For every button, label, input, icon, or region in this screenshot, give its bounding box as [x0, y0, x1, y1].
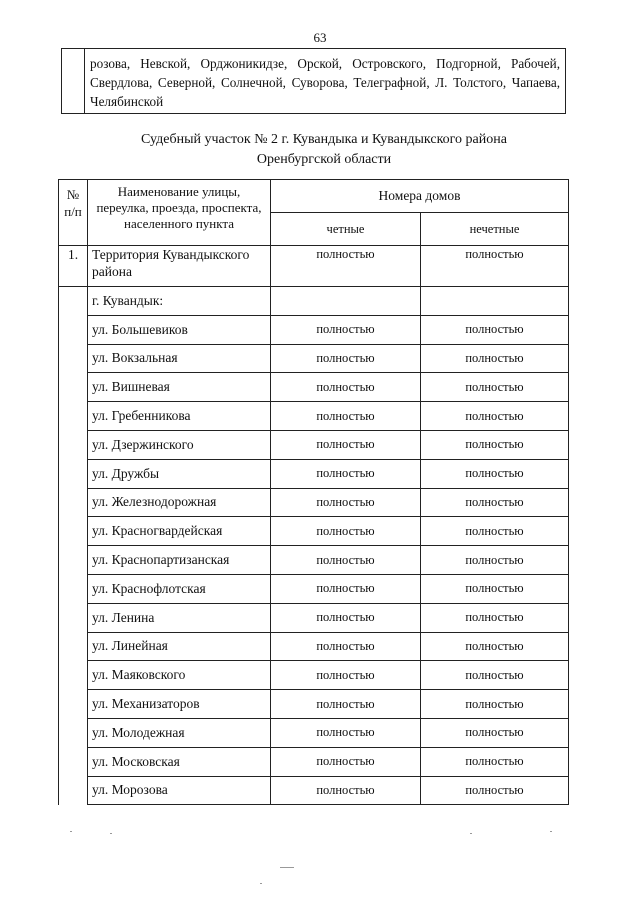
section-title [60, 130, 588, 170]
street-name: ул. Большевиков [88, 315, 271, 344]
street-name: ул. Линейная [88, 632, 271, 661]
street-odd: полностью [421, 517, 569, 546]
table-row [59, 718, 569, 747]
city-label: г. Кувандык: [88, 287, 271, 316]
street-even: полностью [271, 603, 421, 632]
table-body [59, 246, 569, 805]
street-odd: полностью [421, 430, 569, 459]
table-row [59, 574, 569, 603]
street-name: ул. Краснопартизанская [88, 546, 271, 575]
street-odd: полностью [421, 546, 569, 575]
street-odd: полностью [421, 747, 569, 776]
row-odd-blank [421, 287, 569, 316]
street-name: ул. Морозова [88, 776, 271, 805]
scan-speck [280, 867, 294, 868]
street-name: ул. Гребенникова [88, 402, 271, 431]
street-odd: полностью [421, 603, 569, 632]
street-name: ул. Вокзальная [88, 344, 271, 373]
scan-speck [550, 831, 552, 832]
scan-speck [110, 833, 112, 834]
section-title-line1: Судебный участок № 2 г. Кувандыка и Кувандыкского района [141, 132, 507, 147]
table-row [59, 246, 569, 287]
street-odd: полностью [421, 574, 569, 603]
scan-speck [260, 883, 262, 884]
street-even: полностью [271, 430, 421, 459]
row-even: полностью [271, 246, 421, 287]
street-name: ул. Дружбы [88, 459, 271, 488]
street-name: ул. Московская [88, 747, 271, 776]
street-even: полностью [271, 373, 421, 402]
street-name: ул. Дзержинского [88, 430, 271, 459]
continuation-number-cell [62, 49, 85, 113]
scan-marks [70, 825, 570, 895]
table-row [59, 402, 569, 431]
street-odd: полностью [421, 690, 569, 719]
street-odd: полностью [421, 488, 569, 517]
table-row [59, 373, 569, 402]
street-even: полностью [271, 517, 421, 546]
table-row [59, 603, 569, 632]
street-even: полностью [271, 690, 421, 719]
table-row [59, 776, 569, 805]
street-even: полностью [271, 574, 421, 603]
street-odd: полностью [421, 718, 569, 747]
street-even: полностью [271, 315, 421, 344]
street-odd: полностью [421, 459, 569, 488]
table-row [59, 459, 569, 488]
street-even: полностью [271, 402, 421, 431]
street-name: ул. Красногвардейская [88, 517, 271, 546]
table-row [59, 632, 569, 661]
row-number: 1. [59, 246, 88, 287]
continuation-box [61, 48, 566, 114]
row-number-blank [59, 287, 88, 805]
table-row [59, 661, 569, 690]
row-even-blank [271, 287, 421, 316]
scan-speck [470, 833, 472, 834]
street-even: полностью [271, 459, 421, 488]
streets-table [58, 179, 569, 805]
continuation-text: розова, Невской, Орджоникидзе, Орской, Островского, Подгорной, Рабочей, Свердлова, Северной, Солнечной, Суворова, Телеграфной, Л. Толстого, Чапаева, Челябинской [90, 56, 560, 109]
street-even: полностью [271, 776, 421, 805]
street-name: ул. Ленина [88, 603, 271, 632]
header-even: четные [271, 213, 421, 246]
street-even: полностью [271, 661, 421, 690]
street-odd: полностью [421, 373, 569, 402]
street-name: ул. Краснофлотская [88, 574, 271, 603]
street-odd: полностью [421, 315, 569, 344]
street-name: ул. Молодежная [88, 718, 271, 747]
row-name: Территория Кувандыкского района [88, 246, 271, 287]
section-title-line2: Оренбургской области [256, 152, 392, 167]
table-row [59, 546, 569, 575]
header-street-name: Наименование улицы, переулка, проезда, проспекта, населенного пункта [88, 180, 271, 246]
table-row [59, 430, 569, 459]
street-name: ул. Механизаторов [88, 690, 271, 719]
street-name: ул. Маяковского [88, 661, 271, 690]
street-even: полностью [271, 488, 421, 517]
scan-speck [70, 831, 72, 832]
street-even: полностью [271, 546, 421, 575]
table-row [59, 287, 569, 316]
table-row [59, 517, 569, 546]
table-row [59, 747, 569, 776]
street-name: ул. Вишневая [88, 373, 271, 402]
street-odd: полностью [421, 344, 569, 373]
street-name: ул. Железнодорожная [88, 488, 271, 517]
street-odd: полностью [421, 776, 569, 805]
street-even: полностью [271, 747, 421, 776]
table-row [59, 488, 569, 517]
row-odd: полностью [421, 246, 569, 287]
street-odd: полностью [421, 661, 569, 690]
header-odd: нечетные [421, 213, 569, 246]
street-even: полностью [271, 344, 421, 373]
header-number: № п/п [59, 180, 88, 246]
table-row [59, 315, 569, 344]
street-odd: полностью [421, 402, 569, 431]
table-row [59, 690, 569, 719]
header-house-numbers: Номера домов [271, 180, 569, 213]
street-odd: полностью [421, 632, 569, 661]
page-number: 63 [313, 30, 327, 45]
table-row [59, 344, 569, 373]
street-even: полностью [271, 632, 421, 661]
street-even: полностью [271, 718, 421, 747]
